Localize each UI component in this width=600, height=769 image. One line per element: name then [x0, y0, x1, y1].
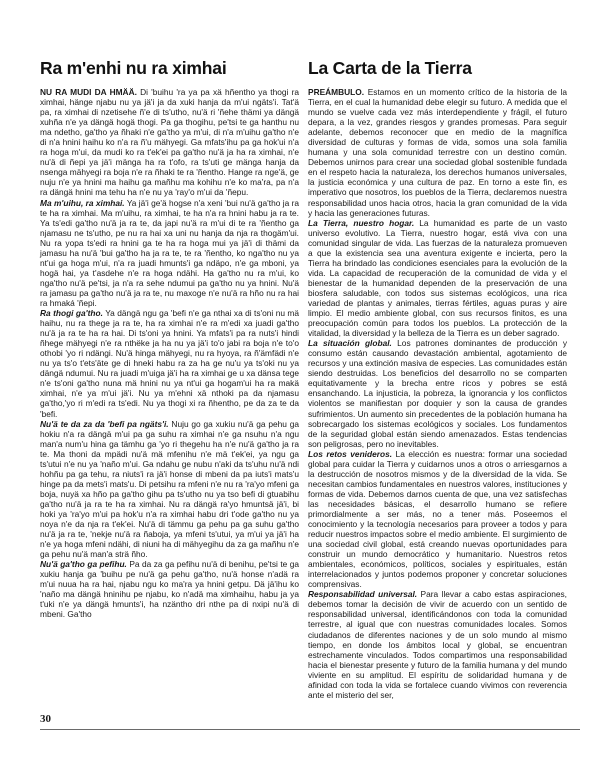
paragraph-text: Pa da za ga pefihu nu'ä di benihu, pe'tsi te ga xukiu hanja ga 'buihu pe nu'ä ga pehu ga'tho, nu'ä honse n'adä ra m'ui nuua ha ra hai, njabu ngu ko ma'ra ya hnini getpu. Dä jä'ihu ko 'naño ma dängä hninihu pe njabu, ko n'adä ma ximhaihu, habu ja ya t'uki n'e ya dängä hmunts'i, ha nzäntho dri nthe pa di nxipi nu'ä di mbeni. Ga'tho	[40, 559, 300, 620]
paragraph-text: Di 'buihu 'ra ya pa xä hñentho ya thogi ra ximhai, hänge njabu nu ya jä'i ja da xuki hanja da m'ui ngäts'i. Tat'ä pa, ra ximhai di nzetisehe ñ'e di ts'utho, nu'ä ri 'ñehe thämi ya dängä xuhña n'e ya dängä hogä thogi. Pa ga thogihu, pe'tsi te ga hanthu nu ma ndetho, ga'tho ya ñhaki n'e ga'tho ya m'ui, di n'a m'uihu ga'tho n'e di n'a hnini haihu ko n'a ra ñ'u mähyegi. Ga mfats'ihu pa ga hok'ui n'a ra hoga m'ui, da mudi ko ra t'ek'ei pa ga'tho nu'ä ja ha ra ximhai, n'e nu'ä di ñepi ya jä'i mänga ha ra t'ofo, ra ts'uti ge mänga hanja da nsenga mähyegi ra boja n'e ra ñhaki te ra 'ñentho. Hange ra nge'ä, ge nuju n'e ya hnini ma haihu ga mañhu ma kohihu n'e ko ma'ra, pa n'a ra dängä hnini ma tehu ha n'e nu ya 'ray'o m'ui da 'ñepu.	[40, 87, 299, 198]
page-number: 30	[40, 713, 51, 725]
paragraph-text: La humanidad es parte de un vasto universo evolutivo. La Tierra, nuestro hogar, está viva con una comunidad singular de vida. Las fuerzas de la naturaleza promueven a que la existencia sea una aventura exigente e incierta, pero la Tierra ha brindado las condiciones esenciales para la evolución de la vida. La capacidad de recuperación de la comunidad de vida y el bienestar de la humanidad dependen de la preservación de una biosfera saludable, con todos sus sistemas ecológicos, una rica variedad de plantas y animales, tierras fértiles, aguas puras y aire limpio. El medio ambiente global, con sus recursos finitos, es una preocupación común para todos los pueblos. La protección de la vitalidad, la diversidad y la belleza de la Tierra es un deber sagrado.	[308, 217, 567, 339]
paragraph-lead: Responsabilidad universal.	[308, 589, 418, 600]
paragraph	[40, 87, 299, 198]
paragraph-text: Estamos en un momento crítico de la historia de la Tierra, en el cual la humanidad debe elegir su futuro. A medida que el mundo se vuelve cada vez más interdependiente y frágil, el futuro depara, a la vez, grandes riesgos y grandes promesas. Para seguir adelante, debemos reconocer que en medio de la magnífica diversidad de culturas y formas de vida, somos una sola familia humana y una sola comunidad terrestre con un destino común. Debemos unirnos para crear una sociedad global sostenible fundada en el respeto hacia la naturaleza, los derechos humanos universales, la justicia económica y una cultura de paz. En torno a este fin, es imperativo que nosotros, los pueblos de la Tierra, declaremos nuestra responsabilidad unos hacia otros, hacia la gran comunidad de la vida y hacia las generaciones futuras.	[308, 87, 567, 218]
paragraph	[308, 589, 567, 700]
paragraph-lead: Los retos venideros.	[308, 448, 393, 459]
right-column-title: La Carta de la Tierra	[308, 58, 472, 78]
paragraph-text: Ya jä'i ge'ä hogse n'a xeni 'bui nu'ä ga'tho ja ra te ha ra ximhai. Ma m'uihu, ra ximhai, te ha n'a ra hnini habu ja ra te. Ya ts'edi ga'tho nu'ä ja ra te, da japi nu'ä ra m'ui di te ra 'ñentho ga njamasu ne ts'utho, pe nu ra hai xa uni nu hanja da nja ra thogäm'ui. Nu ra yopa ts'edi ra hnini ga te ha ra hoga mui ya jä'i di thämi da jamasu ha nu'ä 'bui ga'tho ha ja ra te, te ra 'ñentho, ko nga'tho nu ya nt'ui ga hoga m'ui, n'a ra juadi hmunts'i ga ndäpo, n'e ga mboni, ya hogä hai, ya t'asdehe n'e ra hoga ndähi. Ha ga'tho nu ra m'ui, ko nga'tho nu'ä pe'tsi, ja n'a ra sehe ndumui pa ga'tho nu ya hnini. Nu'ä ra jamasu pa ga'tho nu'ä ja ra te, nu maxoge n'e nu'ä ra hño nu ra hai ra hmaká 'ñepi.	[40, 197, 300, 308]
left-column-body	[40, 87, 299, 619]
paragraph-lead: La situación global.	[308, 338, 392, 349]
right-column-body	[308, 87, 567, 700]
footer-rule	[40, 729, 580, 730]
left-column-title: Ra m'enhi nu ra ximhai	[40, 58, 227, 78]
paragraph	[40, 559, 299, 619]
paragraph	[308, 338, 567, 449]
paragraph-text: Para llevar a cabo estas aspiraciones, debemos tomar la decisión de vivir de acuerdo con un sentido de responsabilidad universal, identificándonos con toda la comunidad terrestre, al igual que con nuestras comunidades locales. Somos ciudadanos de diferentes naciones y de un solo mundo al mismo tiempo, en donde los ámbitos local y global, se encuentran estrechamente vinculados. Todos compartimos una responsabilidad hacia el bienestar presente y futuro de la familia humana y del mundo viviente en su amplitud. El espíritu de solidaridad humana y de afinidad con toda la vida se fortalece cuando vivimos con reverencia ante el misterio del ser,	[308, 589, 568, 700]
right-column	[308, 58, 567, 700]
paragraph-text: Los patrones dominantes de producción y consumo están causando devastación ambiental, agotamiento de recursos y una extinción masiva de especies. Las comunidades están siendo destruidas. Los beneficios del desarrollo no se comparten equitativamente y la brecha entre ricos y pobres se está ensanchando. La injusticia, la pobreza, la ignorancia y los conflictos violentos se manifiestan por doquier y son la causa de grandes sufrimientos. Un aumento sin precedentes de la población humana ha sobrecargado los sistemas ecológicos y sociales. Los fundamentos de la seguridad global están siendo amenazados. Estas tendencias son peligrosas, pero no inevitables.	[308, 338, 567, 449]
paragraph-lead: PREÁMBULO.	[308, 87, 365, 97]
paragraph-lead: Nu'ä ga'tho ga pefihu.	[40, 559, 127, 570]
paragraph-lead: La Tierra, nuestro hogar.	[308, 217, 415, 228]
paragraph-lead: Ra thogi ga'tho.	[40, 308, 103, 319]
paragraph	[40, 198, 299, 309]
paragraph-text: Nuju go ga xukiu nu'ä ga pehu ga hokiu n'a ra dängä m'ui pa ga suhu ra ximhai n'e ga nsuhu n'a ngu man'a num'u hina ga tämhu ga 'yo ri thegehu ha n'e nu'ä ga'tho ja ra te. Ma thoni da mpädi nu'ä mä mfenihu n'e mä t'ek'ei, ya ngu ga ts'utui n'e nu ya 'naño m'ui. Ga ndahu ge nubu n'aki da ts'uhu nu'ä ndi hohñu pa ga tehu, ra niuts'i ra jä'i honse di mbeni da pa iuts'i mats'u hinge pa da mets'i mats'u. Di petsihu ra mfeni n'e nu ra 'ra'yo mfeni ga boja, nuyä xa hño pa ga'tho gihu pa ts'utho nu ya tso befi di gtuabihu ga'tho nu'ä ja ra te ha ra ximhai. Nu ra dängä ra'yo hmuntsä jä'i, bi hoki ya 'ra'yo m'ui pa hok'u n'a ra ximhai habu dri t'ode ga'tho nu ya noya n'e da nja ra t'ek'ei. Nu'ä di tämmu ga pehu pa ga suhu ga'tho nu'ä ja ra te, 'nekje nu'ä ra ñaboja, ya mfeni ts'utui, ya m'ui ya jä'i ha n'e ya hoga mfeni ndähi, di niuni ha di mähyegihu da za ga mañhu n'e ga pehu nu'ä man'a strä ñho.	[40, 418, 299, 560]
paragraph-lead: NU RA MUDI DA HMÄÄ.	[40, 87, 137, 97]
paragraph	[308, 449, 567, 590]
left-column	[40, 58, 299, 619]
paragraph-lead: Nu'ä te da za da 'befi pa ngäts'i.	[40, 418, 169, 429]
paragraph	[308, 87, 567, 218]
paragraph	[308, 218, 567, 339]
paragraph	[40, 308, 299, 419]
paragraph	[40, 419, 299, 560]
paragraph-text: Ya dängä ngu ga 'befi n'e ga nthai xa di ts'oni nu mä haihu, nu ra thege ja ra te, ha ra ximhai n'e ra m'edi xa juadi ga'tho nu'ä ja ra te ha ra hai. Di ts'oni ya hnini. Ya mfats'i pa ra nuts'i hindi ñhege mähyegi n'e ra nthëke ja ha nu ya jä'i to'o jabi ra boja n'e to'o othobi 'yo ri ndängi. Nu'ä hinga mähyegi, nu ra hyoya, ra ñ'ämfädi n'e nu ya ts'o t'ets'äte ge di hneki habu ra za ha ge nu'u ya ts'oki nu ya dängä ndumui. Nu ra juadi m'uiga jä'i ha ra ximhai ge u xa dänsa tege n'e ts'oni ga'tho nuna mä hnini nu ya nt'ui ga hogam'ui ha ra makä ximhai, n'e ya m'ui jä'i. Nu ya m'ehni xä nthoki pa da njamasu ga'tho,'yo ri m'edi ra ts'edi. Nu ya thogi xi ra ñhentho, pe da za te da 'befi.	[40, 308, 299, 419]
paragraph-text: La elección es nuestra: formar una sociedad global para cuidar la Tierra y cuidarnos unos a otros o arriesgarnos a la destrucción de nosotros mismos y de la diversidad de la vida. Se necesitan cambios fundamentales en nuestros valores, instituciones y formas de vida. Debemos darnos cuenta de que, una vez satisfechas las necesidades básicas, el desarrollo humano se refiere primordialmente a ser más, no a tener más. Poseemos el conocimiento y la tecnología necesarios para proveer a todos y para reducir nuestros impactos sobre el medio ambiente. El surgimiento de una sociedad civil global, está creando nuevas oportunidades para construir un mundo democrático y humanitario. Nuestros retos ambientales, económicos, políticos, sociales y espirituales, están interrelacionados y juntos podemos proponer y concretar soluciones comprensivas.	[308, 448, 567, 590]
paragraph-lead: Ma m'uihu, ra ximhai.	[40, 197, 125, 208]
